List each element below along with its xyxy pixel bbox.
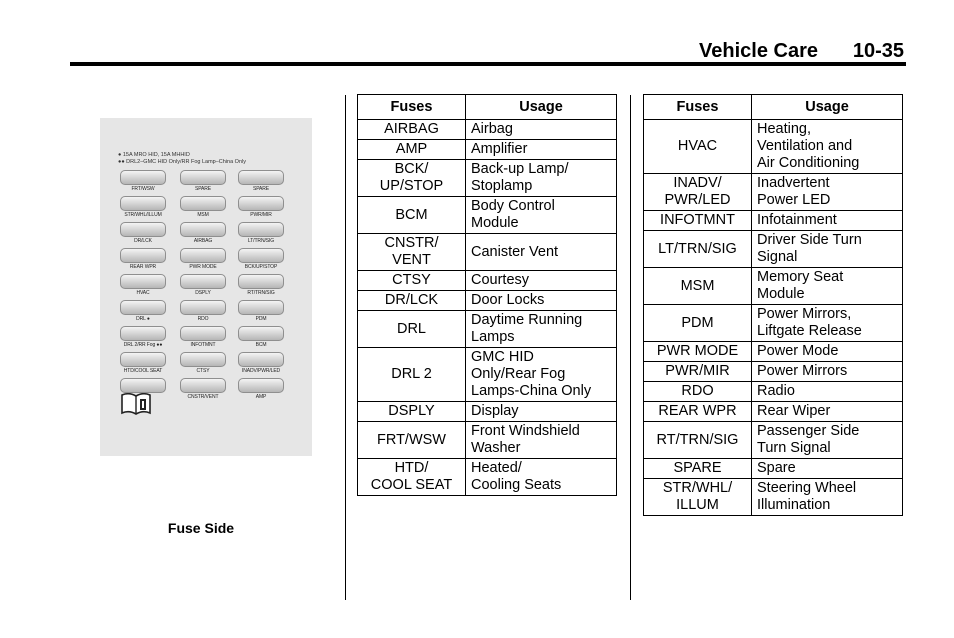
fuse-usage: Courtesy: [466, 271, 617, 291]
table-row: [358, 234, 617, 271]
fuse-slot: [238, 222, 284, 237]
fuse-slot: [120, 274, 166, 289]
fuse-name: CTSY: [358, 271, 466, 291]
table-row: [644, 479, 903, 516]
fuse-slot: [180, 378, 226, 393]
fuse-slot: [120, 248, 166, 263]
column-divider-left: [345, 95, 346, 600]
fuse-slot-label: PWR/MIR: [250, 212, 272, 218]
table-row: [644, 422, 903, 459]
fuse-slot: [180, 352, 226, 367]
table-row: [644, 305, 903, 342]
fuse-slot-label: AMP: [255, 394, 267, 400]
fuse-usage: Passenger Side Turn Signal: [752, 422, 903, 459]
fuse-slot: [180, 222, 226, 237]
fuse-name: RT/TRN/SIG: [644, 422, 752, 459]
fuse-name: INADV/ PWR/LED: [644, 174, 752, 211]
fuse-slot-label: PWR MODE: [189, 264, 217, 270]
table-row: [358, 422, 617, 459]
fuse-table-right: [643, 94, 903, 516]
fuse-slot: [120, 352, 166, 367]
fuse-slot-label: BCK/UP/STOP: [244, 264, 278, 270]
fuse-slot-label: CNSTR/VENT: [187, 394, 219, 400]
table-row: [358, 271, 617, 291]
fuse-slot-label: DRL ●: [136, 316, 150, 322]
fuse-slot: [180, 326, 226, 341]
fuse-name: LT/TRN/SIG: [644, 231, 752, 268]
fuse-slot: [238, 326, 284, 341]
section-title: Vehicle Care: [699, 40, 818, 62]
fuse-slot: [238, 300, 284, 315]
fuse-slot-label: HTD/COOL SEAT: [123, 368, 163, 374]
header-rule: [70, 62, 906, 66]
column-header-fuses: Fuses: [358, 95, 466, 120]
fuse-slot: [238, 196, 284, 211]
fuse-slot-label: SPARE: [194, 186, 212, 192]
fuse-usage: Amplifier: [466, 140, 617, 160]
fuse-name: REAR WPR: [644, 402, 752, 422]
fuse-usage: Power Mirrors, Liftgate Release: [752, 305, 903, 342]
fuse-slot-label: MSM: [197, 212, 209, 218]
owner-manual-icon: [120, 392, 152, 416]
column-divider-right: [630, 95, 631, 600]
column-header-usage: Usage: [752, 95, 903, 120]
fuse-name: CNSTR/ VENT: [358, 234, 466, 271]
table-row: [644, 211, 903, 231]
fuse-slot: [180, 196, 226, 211]
fuse-name: DRL 2: [358, 348, 466, 402]
table-row: [358, 120, 617, 140]
fuse-slot: [180, 274, 226, 289]
fuse-slot-label: STR/WHL/ILLUM: [124, 212, 162, 218]
fuse-panel-diagram: [100, 118, 312, 456]
table-row: [358, 459, 617, 496]
fuse-name: PDM: [644, 305, 752, 342]
table-row: [644, 231, 903, 268]
fuse-usage: Inadvertent Power LED: [752, 174, 903, 211]
fuse-name: AMP: [358, 140, 466, 160]
table-row: [358, 160, 617, 197]
table-row: [358, 348, 617, 402]
fuse-usage: Steering Wheel Illumination: [752, 479, 903, 516]
table-row: [644, 459, 903, 479]
fuse-name: PWR/MIR: [644, 362, 752, 382]
fuse-slot: [120, 326, 166, 341]
fuse-name: BCK/ UP/STOP: [358, 160, 466, 197]
fuse-usage: GMC HID Only/Rear Fog Lamps-China Only: [466, 348, 617, 402]
fuse-name: PWR MODE: [644, 342, 752, 362]
fuse-slot-label: RDO: [197, 316, 209, 322]
fuse-slot-label: RT/TRN/SIG: [247, 290, 275, 296]
fuse-slot-label: DSPLY: [195, 290, 211, 296]
fuse-usage: Heated/ Cooling Seats: [466, 459, 617, 496]
table-row: [644, 402, 903, 422]
fuse-slot-label: REAR WPR: [129, 264, 157, 270]
fuse-slot: [180, 300, 226, 315]
table-row: [644, 382, 903, 402]
table-row: [358, 291, 617, 311]
fuse-usage: Power Mode: [752, 342, 903, 362]
fuse-name: DRL: [358, 311, 466, 348]
fuse-slot-label: FRT/WSW: [131, 186, 155, 192]
fuse-slot: [238, 352, 284, 367]
fuse-slot: [238, 378, 284, 393]
fuse-name: MSM: [644, 268, 752, 305]
fuse-slot: [180, 170, 226, 185]
fuse-slot: [120, 196, 166, 211]
fuse-name: RDO: [644, 382, 752, 402]
fuse-slot-label: CTSY: [196, 368, 210, 374]
fuse-slot-label: HVAC: [136, 290, 150, 296]
table-row: [358, 140, 617, 160]
fuse-usage: Driver Side Turn Signal: [752, 231, 903, 268]
fuse-usage: Back-up Lamp/ Stoplamp: [466, 160, 617, 197]
fuse-usage: Airbag: [466, 120, 617, 140]
fuse-name: HVAC: [644, 120, 752, 174]
fuse-usage: Spare: [752, 459, 903, 479]
fuse-slot-label: PDM: [255, 316, 267, 322]
fuse-usage: Infotainment: [752, 211, 903, 231]
fuse-name: FRT/WSW: [358, 422, 466, 459]
page-header: [70, 38, 906, 64]
table-row: [358, 402, 617, 422]
fuse-name: AIRBAG: [358, 120, 466, 140]
fuse-slot: [238, 170, 284, 185]
fuse-table-left: [357, 94, 617, 496]
fuse-name: HTD/ COOL SEAT: [358, 459, 466, 496]
fuse-slot: [120, 170, 166, 185]
table-row: [644, 174, 903, 211]
fuse-slot-label: DRL 2/RR Fog ●●: [123, 342, 163, 348]
table-row: [358, 311, 617, 348]
column-header-fuses: Fuses: [644, 95, 752, 120]
fuse-slot-label: LT/TRN/SIG: [247, 238, 275, 244]
fuse-slot: [120, 300, 166, 315]
fuse-name: SPARE: [644, 459, 752, 479]
table-row: [644, 120, 903, 174]
figure-caption: Fuse Side: [167, 520, 235, 536]
table-row: [644, 362, 903, 382]
table-row: [358, 197, 617, 234]
fuse-usage: Radio: [752, 382, 903, 402]
fuse-usage: Body Control Module: [466, 197, 617, 234]
diagram-note: ● 15A MRO HID, 15A MHHID: [118, 152, 190, 158]
fuse-slot-label: AIRBAG: [193, 238, 213, 244]
fuse-name: DSPLY: [358, 402, 466, 422]
table-row: [644, 342, 903, 362]
fuse-slot-label: DR/LCK: [134, 238, 152, 244]
fuse-slot: [120, 222, 166, 237]
fuse-usage: Power Mirrors: [752, 362, 903, 382]
fuse-slot: [180, 248, 226, 263]
fuse-slot: [238, 274, 284, 289]
fuse-usage: Canister Vent: [466, 234, 617, 271]
fuse-usage: Rear Wiper: [752, 402, 903, 422]
fuse-name: INFOTMNT: [644, 211, 752, 231]
diagram-note: ●● DRL2–GMC HID Only/RR Fog Lamp–China Only: [118, 159, 246, 165]
fuse-usage: Display: [466, 402, 617, 422]
page-number: 10-35: [852, 40, 904, 62]
table-row: [644, 268, 903, 305]
fuse-usage: Heating, Ventilation and Air Conditioning: [752, 120, 903, 174]
fuse-slot-label: BCM: [255, 342, 267, 348]
fuse-slot-label: INADV/PWR/LED: [241, 368, 281, 374]
fuse-slot-label: SPARE: [252, 186, 270, 192]
fuse-name: DR/LCK: [358, 291, 466, 311]
fuse-slot-label: INFOTMNT: [190, 342, 216, 348]
fuse-usage: Front Windshield Washer: [466, 422, 617, 459]
fuse-usage: Door Locks: [466, 291, 617, 311]
fuse-usage: Memory Seat Module: [752, 268, 903, 305]
fuse-name: BCM: [358, 197, 466, 234]
fuse-slot: [238, 248, 284, 263]
fuse-name: STR/WHL/ ILLUM: [644, 479, 752, 516]
column-header-usage: Usage: [466, 95, 617, 120]
fuse-usage: Daytime Running Lamps: [466, 311, 617, 348]
fuse-slot: [120, 378, 166, 393]
